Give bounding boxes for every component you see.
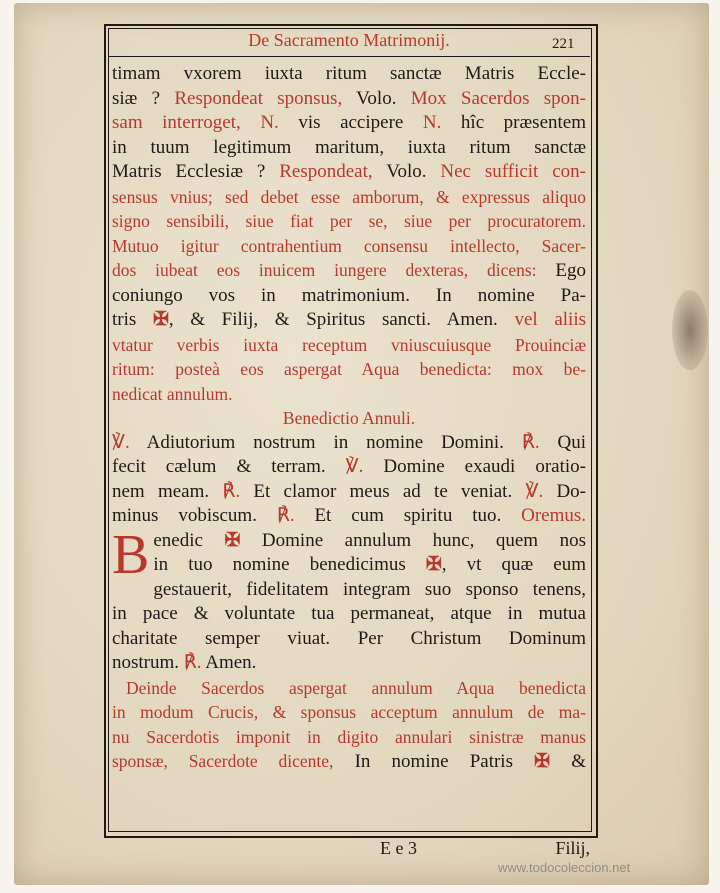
catchword: Filij, <box>555 838 590 858</box>
text-line: timam vxorem iuxta ritum sanctæ Matris Eccle- <box>112 63 586 84</box>
rubric-line: nu Sacerdotis imponit in digito annulari sinistræ manus <box>112 726 586 747</box>
text-line: tris ✠, & Filij, & Spiritus sancti. Amen. vel aliis <box>112 309 586 330</box>
text-line: in tuo nomine benedicimus ✠, vt quæ eum <box>153 554 587 575</box>
body-text <box>112 62 586 775</box>
running-head: De Sacramento Matrimonij. <box>248 30 450 50</box>
paper-stain <box>672 290 708 370</box>
drop-cap: B <box>112 523 150 586</box>
text-line: coniungo vos in matrimonium. In nomine Pa- <box>112 284 586 306</box>
header-rule <box>108 56 590 57</box>
site-watermark: www.todocoleccion.net <box>498 860 631 875</box>
text-line: sponsæ, Sacerdote dicente, In nomine Patris ✠ & <box>112 751 587 772</box>
rubric-line: in modum Crucis, & sponsus acceptum annulum de ma- <box>112 702 586 722</box>
rubric-line: signo sensibili, siue fiat per se, siue per procuratorem. <box>112 211 586 231</box>
text-line: sam interroget, N. vis accipere N. hîc præsentem <box>112 112 586 133</box>
text-line: dos iubeat eos inuicem iungere dexteras, dicens: Ego <box>112 260 586 281</box>
text-line: gestauerit, fidelitatem integram suo sponso tenens, <box>153 578 586 600</box>
rubric-line: Deinde Sacerdos aspergat annulum Aqua benedicta <box>126 677 586 698</box>
section-heading: Benedictio Annuli. <box>282 408 416 428</box>
text-line: Matris Ecclesiæ ? Respondeat, Volo. Nec sufficit con- <box>112 161 586 182</box>
text-line: charitate semper viuat. Per Christum Dominum <box>112 627 586 649</box>
text-line: in tuum legitimum maritum, iuxta ritum sanctæ <box>112 136 586 158</box>
cross-symbol: ✠ <box>152 309 169 330</box>
cross-symbol: ✠ <box>534 751 551 772</box>
signature-mark: E e 3 <box>380 838 417 858</box>
text-line: siæ ? Respondeat sponsus, Volo. Mox Sacerdos spon- <box>112 87 586 109</box>
page-number: 221 <box>552 36 575 52</box>
text-line: nem meam. ℟. Et clamor meus ad te veniat. ℣. Do- <box>112 480 587 502</box>
text-line: enedic ✠ Domine annulum hunc, quem nos <box>153 529 587 551</box>
text-line: nostrum. ℟. Amen. <box>112 652 257 673</box>
text-line: minus vobiscum. ℟. Et cum spiritu tuo. Oremus. <box>112 505 587 526</box>
rubric-line: sensus vnius; sed debet esse amborum, & expressus aliquo <box>112 186 586 207</box>
cross-symbol: ✠ <box>425 554 442 575</box>
rubric-line: Mutuo igitur contrahentium consensu intellecto, Sacer- <box>112 235 586 256</box>
text-line: fecit cælum & terram. ℣. Domine exaudi oratio- <box>112 456 586 477</box>
rubric-line: nedicat annulum. <box>112 383 233 404</box>
text-line: in pace & voluntate tua permaneat, atque in mutua <box>112 603 586 624</box>
rubric-line: ritum: posteà eos aspergat Aqua benedicta: mox be- <box>112 359 586 379</box>
rubric-line: vtatur verbis iuxta receptum vniuscuiusque Prouinciæ <box>112 334 586 355</box>
text-line: ℣. Adiutorium nostrum in nomine Domini. ℟. Qui <box>112 431 587 453</box>
cross-symbol: ✠ <box>224 529 241 551</box>
